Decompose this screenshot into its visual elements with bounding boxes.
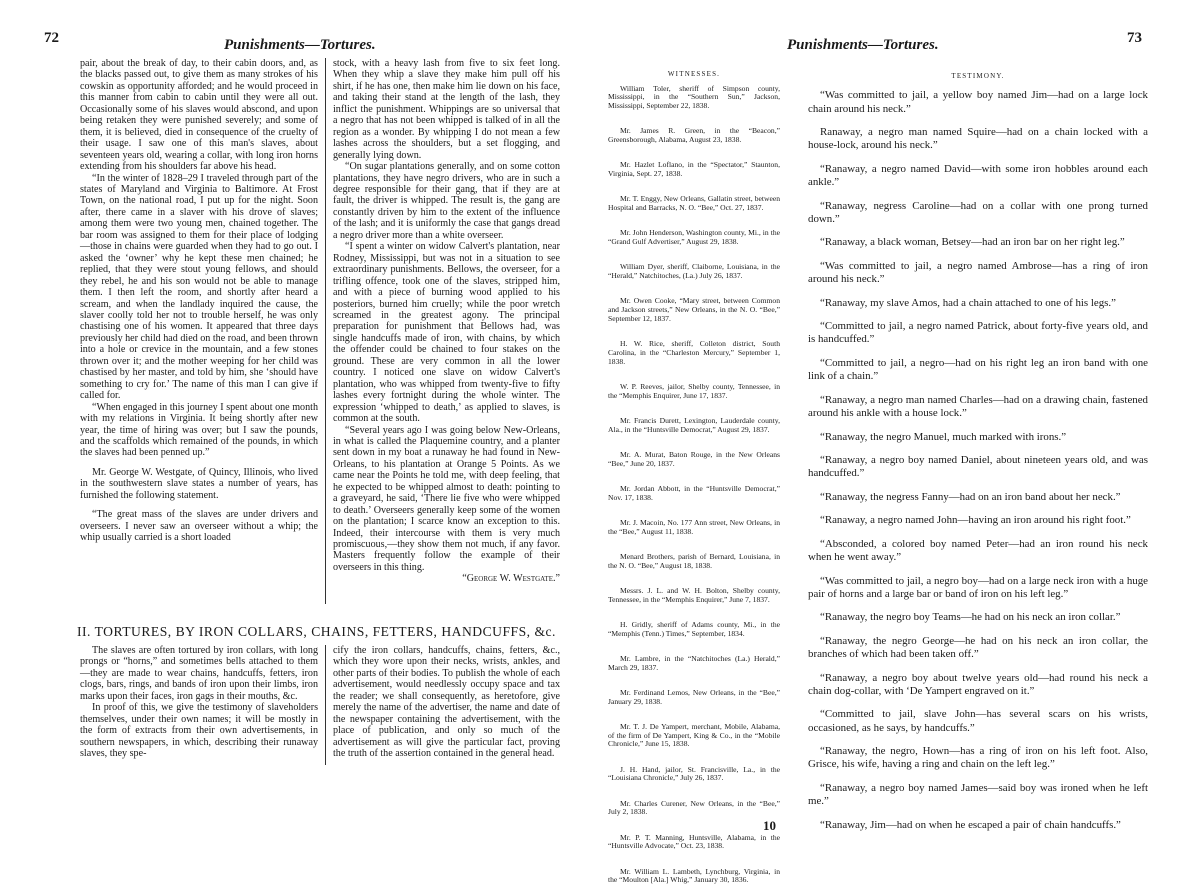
page-number-right: 73	[1127, 30, 1142, 46]
witness-entry: Mr. Jordan Abbott, in the “Huntsville Democrat,” Nov. 17, 1838.	[608, 483, 780, 502]
witnesses-heading: WITNESSES.	[667, 70, 721, 78]
testimony-entry: “Committed to jail, a negro—had on his right leg an iron band with one link of a chain.”	[808, 356, 1148, 383]
testimony-entry: “Ranaway, the negro George—he had on his neck an iron collar, the branches of which had been taken off.”	[808, 634, 1148, 661]
testimony-entry: “Ranaway, a negro man named Charles—had on a drawing chain, fastened around his ankle with a house lock.”	[808, 393, 1148, 420]
witness-entry: Mr. P. T. Manning, Huntsville, Alabama, in the “Huntsville Advocate,” Oct. 23, 1838.	[608, 832, 780, 851]
paragraph: “I spent a winter on widow Calvert's plantation, near Rodney, Mississippi, but was not in a situation to see extraordinary punishments. Bellows, the overseer, for a trifling offence, took one of the slaves, stripped him, and with a piece of burning wood applied to his posteriors, burned him cruelly; while the poor wretch screamed in the greatest agony. The principal preparation for punishment that Bellows had, was single handcuffs made of iron, with chains, by which the offender could be chained to four stakes on the ground. These are very common in all the lower country. I noticed one slave on widow Calvert's plantation, who was whipped from twenty-five to fifty lashes every fortnight during the whole winter. The expression ‘whipped to death,’ as applied to slaves, is common at the south.	[333, 241, 560, 425]
witness-entry: Mr. Charles Curener, New Orleans, in the “Bee,” July 2, 1838.	[608, 798, 780, 817]
page-number-left: 72	[44, 30, 59, 46]
testimony-entry: “Committed to jail, slave John—has several scars on his wrists, occasioned, as he says, by handcuffs.”	[808, 708, 1148, 734]
witness-entry: Mr. Hazlet Loflano, in the “Spectator,” Staunton, Virginia, Sept. 27, 1838.	[608, 160, 780, 179]
witness-list	[608, 85, 780, 885]
witness-entry: Messrs. J. L. and W. H. Bolton, Shelby county, Tennessee, in the “Memphis Enquirer,” June 7, 1837.	[608, 585, 780, 604]
witness-entry: Menard Brothers, parish of Bernard, Louisiana, in the N. O. “Bee,” August 18, 1838.	[608, 551, 780, 570]
witness-entry: Mr. Owen Cooke, “Mary street, between Common and Jackson streets,” New Orleans, in the N. O. “Bee,” September 12, 1837.	[608, 296, 780, 323]
paragraph: “In the winter of 1828–29 I traveled through part of the states of Maryland and Virginia to Baltimore. At Frost Town, on the national road, I put up for the night. Soon after, there came in a slaver with his drove of slaves; among them were two young men, chained together. The bar room was assigned to them for their place of lodging—those in chains were guarded when they had to go out. I asked the ‘owner’ why he kept these men chained; he replied, that they were stout young fellows, and should they rebel, he and his son would not be able to manage them. I then left the room, and shortly after heard a scream, and when the landlady inquired the cause, the slaver coolly told her not to trouble herself, he was only chastising one of his women. It appeared that three days previously her child had died on the road, and been thrown into a hole or crevice in the mountain, and a few stones thrown over it; and the mother weeping for her child was chastised by her master, and told by him, she ‘should have something to cry for.’ The name of this man I can give if called for.	[80, 172, 318, 402]
testimony-entry: “Ranaway, my slave Amos, had a chain attached to one of his legs.”	[820, 296, 1116, 309]
testimony-entry: “Ranaway, a negro named David—with some iron hobbles around each ankle.”	[808, 162, 1148, 189]
testimony-entry: “Ranaway, a negro named John—having an iron around his right foot.”	[820, 514, 1131, 527]
testimony-entry: “Ranaway, the negress Fanny—had on an iron band about her neck.”	[820, 490, 1121, 503]
testimony-entry: “Absconded, a colored boy named Peter—had an iron round his neck when he went away.”	[808, 537, 1148, 564]
witness-entry: Mr. A. Murat, Baton Rouge, in the New Orleans “Bee,” June 20, 1837.	[608, 449, 780, 468]
testimony-entry: “Ranaway, negress Caroline—had on a collar with one prong turned down.”	[808, 199, 1148, 225]
left-column-1	[80, 58, 318, 606]
left-page	[0, 0, 592, 884]
testimony-entry: “Ranaway, a negro boy named James—said boy was ironed when he left me.”	[808, 781, 1148, 808]
witness-entry: Mr. J. Macoin, No. 177 Ann street, New Orleans, in the “Bee,” August 11, 1838.	[608, 517, 780, 536]
witness-entry: Mr. Ferdinand Lemos, New Orleans, in the “Bee,” January 29, 1838.	[608, 687, 780, 706]
testimony-entry: “Was committed to jail, a negro boy—had on a large neck iron with a huge pair of horns and a large bar or band of iron on his left leg.”	[808, 574, 1148, 600]
testimony-entry: “Ranaway, a black woman, Betsey—had an iron bar on her right leg.”	[820, 236, 1125, 249]
footer-number: 10	[763, 818, 776, 833]
running-head-left: Punishments—Tortures.	[224, 37, 376, 53]
left-column-2	[333, 58, 560, 606]
paragraph: “When engaged in this journey I spent about one month with my relations in Virginia. It being shortly after new year, the time of hiring was over; but I saw the pounds, and the scaffolds which remained of the pounds, in which the slaves had been penned up.”	[80, 401, 318, 459]
witness-entry: Mr. James R. Green, in the “Beacon,” Greensborough, Alabama, August 23, 1838.	[608, 126, 780, 145]
testimony-list	[808, 89, 1148, 832]
signature: “George W. Westgate.”	[462, 573, 560, 585]
witness-entry: Mr. William L. Lambeth, Lynchburg, Virginia, in the “Moulton [Ala.] Whig,” January 30, 1836.	[608, 866, 780, 885]
witness-entry: William Toler, sheriff of Simpson county, Mississippi, in the “Southern Sun,” Jackson, Mississippi, September 22, 1838.	[608, 83, 780, 111]
paragraph: “On sugar plantations generally, and on some cotton plantations, they have negro drivers, who are in such a degree responsible for their gang, that if they are at fault, the driver is whipped. The result is, the gang are constantly driven by him to the extent of the influence of the lash; and it is uniformly the case that gangs dread a negro driver more than a white overseer.	[333, 161, 560, 241]
witness-entry: J. H. Hand, jailor, St. Francisville, La., in the “Louisiana Chronicle,” July 26, 1837.	[608, 764, 780, 783]
paragraph: “Several years ago I was going below New-Orleans, in what is called the Plaquemine country, and a planter sent down in my boat a runaway he had found in New-Orleans, to his plantation at Orange 5 Points. As we came near the Points he told me, with deep feeling, that he expected to be whipped almost to death: pointing to a graveyard, he said, ‘There lie five who were whipped to death.’ Overseers generally keep some of the women on the plantation; I scarce know an exception to this. Indeed, their intercourse with them is very much promiscuous,—they show them not much, if any favor. Masters frequently follow the example of their overseers in this thing.	[333, 424, 560, 573]
column-divider	[325, 645, 326, 765]
paragraph: The slaves are often tortured by iron collars, with long prongs or “horns,” and sometimes bells attached to them—they are made to wear chains, handcuffs, fetters, iron clogs, bars, rings, and bands of iron upon their limbs, iron marks upon their faces, iron gags in their mouths, &c.	[80, 645, 318, 702]
testimony-entry: “Ranaway, the negro boy Teams—he had on his neck an iron collar.”	[820, 611, 1121, 624]
witness-entry: H. W. Rice, sheriff, Colleton district, South Carolina, in the “Charleston Mercury,” September 1, 1838.	[608, 339, 780, 366]
testimony-entry: “Ranaway, Jim—had on when he escaped a pair of chain handcuffs.”	[820, 818, 1121, 831]
testimony-entry: “Ranaway, a negro boy named Daniel, about nineteen years old, and was handcuffed.”	[808, 454, 1148, 480]
testimony-entry: “Ranaway, a negro boy about twelve years old—had round his neck a chain dog-collar, with ‘De Yampert engraved on it.”	[808, 671, 1148, 697]
witness-entry: Mr. T. Enggy, New Orleans, Gallatin street, between Hospital and Barracks, N. O. “Bee,” Oct. 27, 1837.	[608, 194, 780, 213]
testimony-entry: “Committed to jail, a negro named Patrick, about forty-five years old, and is handcuffed.”	[808, 320, 1148, 346]
testimony-entry: “Was committed to jail, a negro named Ambrose—has a ring of iron around his neck.”	[808, 259, 1148, 286]
right-page	[600, 0, 1200, 884]
testimony-entry: “Was committed to jail, a yellow boy named Jim—had on a large lock chain around his neck.”	[808, 89, 1148, 115]
running-head-right: Punishments—Tortures.	[787, 37, 939, 53]
witness-entry: W. P. Reeves, jailor, Shelby county, Tennessee, in the “Memphis Enquirer, June 17, 1837.	[608, 381, 780, 400]
testimony-entry: Ranaway, a negro man named Squire—had on a chain locked with a house-lock, around his neck.”	[808, 126, 1148, 152]
witness-entry: William Dyer, sheriff, Claiborne, Louisiana, in the “Herald,” Natchitoches, (La.) July 26, 1837.	[608, 262, 780, 281]
column-divider	[325, 58, 326, 604]
paragraph: pair, about the break of day, to their cabin doors, and, as the blacks passed out, to give them as many strokes of his cowskin as opportunity afforded; and he would proceed in this manner from cabin to cabin until they were all out. Occasionally some of his slaves would abscond, and upon being retaken they were punished severely; and some of them, it is believed, died in consequence of the cruelty of their usage. I saw one of this man's slaves, about seventeen years old, wearing a collar, with long iron horns extending from his shoulders far above his head.	[80, 58, 318, 173]
paragraph: cify the iron collars, handcuffs, chains, fetters, &c., which they wore upon their necks, wrists, ankles, and other parts of their bodies. To publish the whole of each advertisement, would needlessly occupy space and tax the reader; we shall consequently, as heretofore, give merely the name of the advertiser, the name and date of the newspaper containing the advertisement, with the place of publication, and only so much of the advertisement as will give the particular fact, proving the truth of the assertion contained in the general head.	[333, 645, 560, 760]
paragraph: In proof of this, we give the testimony of slaveholders themselves, under their own names; it will be mostly in the form of extracts from their own advertisements, in southern newspapers, in which, describing their runaway slaves, they spe-	[80, 702, 318, 760]
testimony-entry: “Ranaway, the negro Manuel, much marked with irons.”	[820, 430, 1067, 443]
testimony-heading: TESTIMONY.	[951, 72, 1005, 80]
witness-entry: Mr. T. J. De Yampert, merchant, Mobile, Alabama, of the firm of De Yampert, King & Co., in the “Mobile Chronicle,” June 15, 1838.	[608, 721, 780, 749]
bottom-column-1	[80, 645, 318, 765]
witness-entry: Mr. John Henderson, Washington county, Mi., in the “Grand Gulf Advertiser,” August 29, 1838.	[608, 228, 780, 247]
paragraph: “The great mass of the slaves are under drivers and overseers. I never saw an overseer without a whip; the whip usually carried is a short loaded	[80, 509, 318, 544]
paragraph: stock, with a heavy lash from five to six feet long. When they whip a slave they make him pull off his shirt, if he has one, then make him lie down on his face, and taking their stand at the length of the lash, they inflict the punishment. Whippings are so universal that a negro that has not been whipped is talked of in all the region as a wonder. By whipping I do not mean a few lashes across the shoulders, but a set flogging, and generally lying down.	[333, 58, 560, 161]
testimony-entry: “Ranaway, the negro, Hown—has a ring of iron on his left foot. Also, Grisce, his wife, having a ring and chain on the left leg.”	[808, 745, 1148, 771]
witness-entry: Mr. Lambre, in the “Natchitoches (La.) Herald,” March 29, 1837.	[608, 653, 780, 672]
witness-entry: Mr. Francis Durett, Lexington, Lauderdale county, Ala., in the “Huntsville Democrat,” August 29, 1837.	[608, 415, 780, 434]
testimony-column	[808, 70, 1148, 831]
paragraph: Mr. George W. Westgate, of Quincy, Illinois, who lived in the southwestern slave states a number of years, has furnished the following statement.	[80, 466, 318, 501]
bottom-column-2	[333, 645, 560, 765]
witness-entry: H. Gridly, sheriff of Adams county, Mi., in the “Memphis (Tenn.) Times,” September, 1834.	[608, 619, 780, 638]
section-heading: II. TORTURES, BY IRON COLLARS, CHAINS, FETTERS, HANDCUFFS, &c.	[77, 624, 556, 639]
